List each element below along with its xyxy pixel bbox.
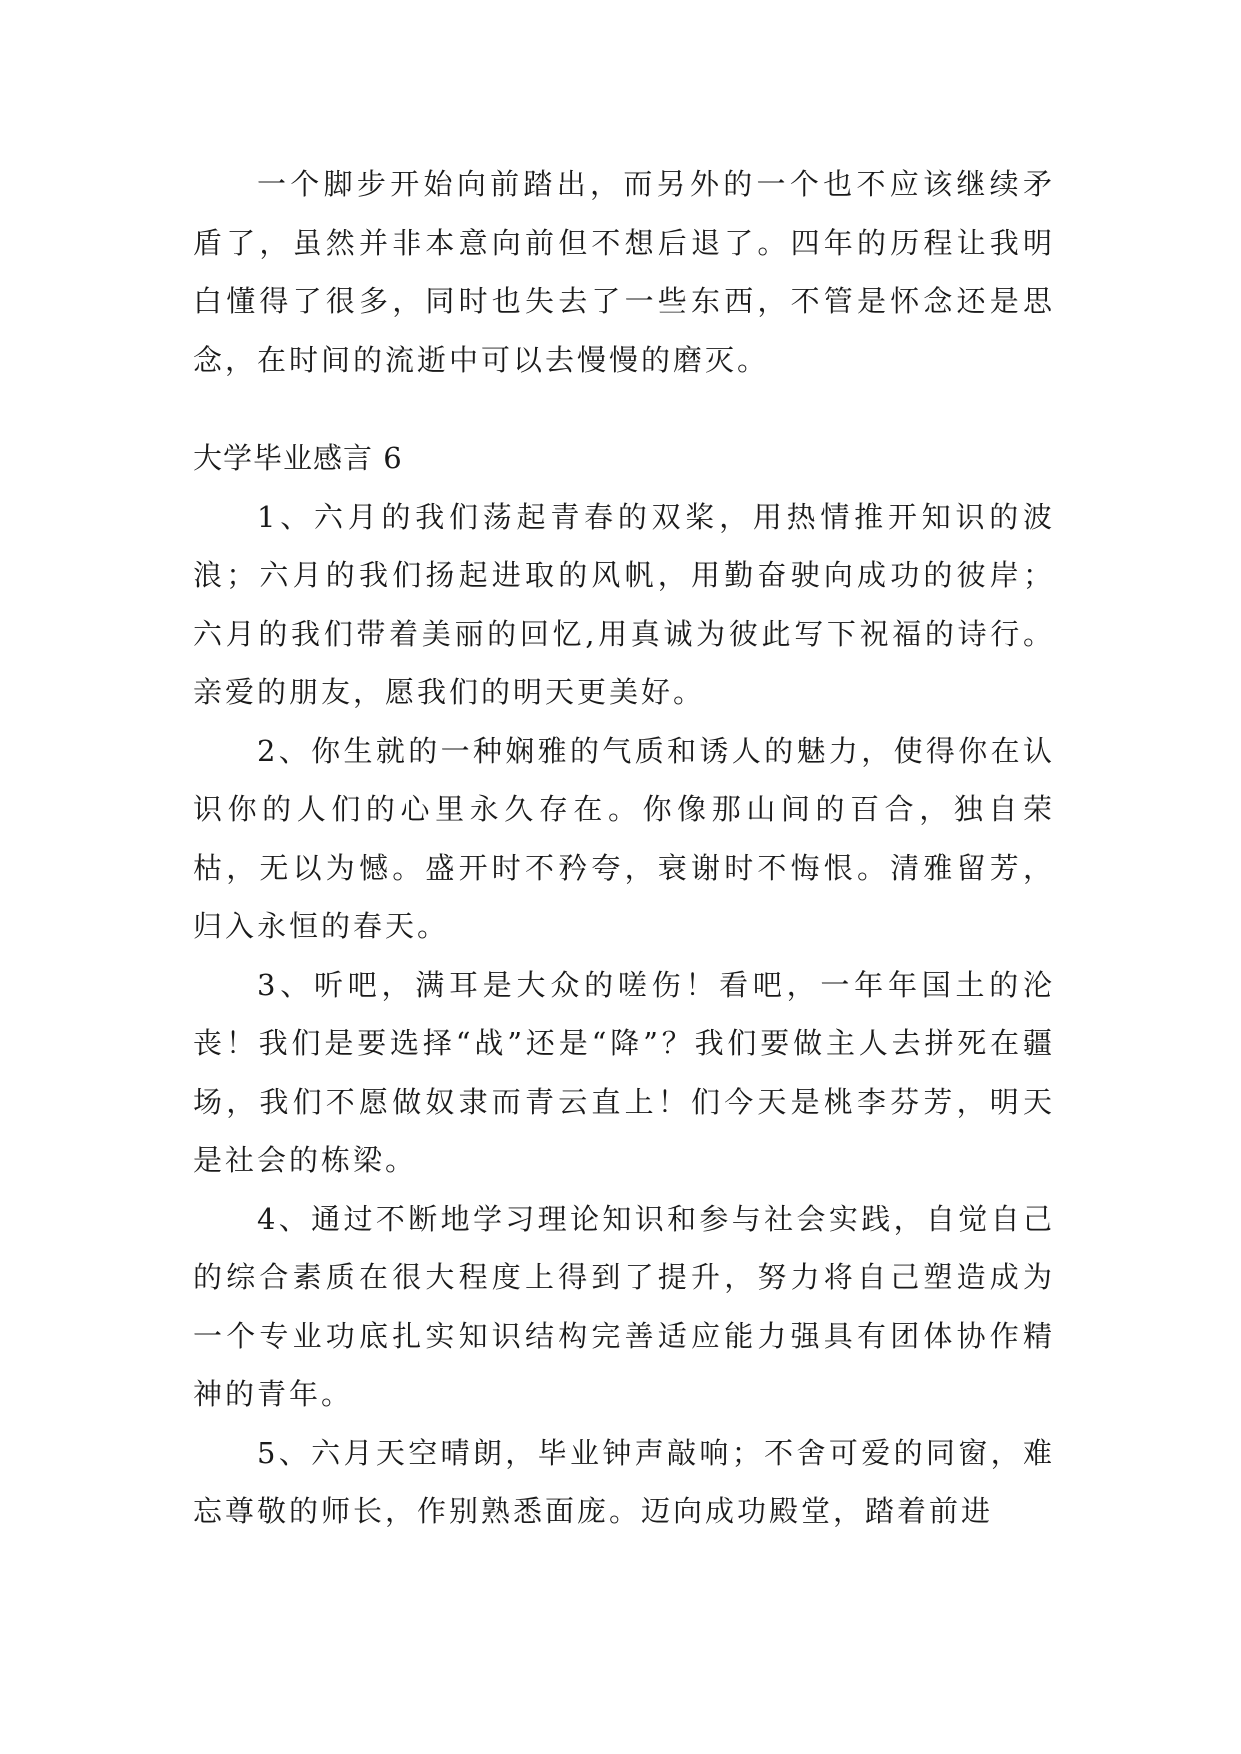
document-body bbox=[193, 155, 1055, 1541]
section-title: 大学毕业感言 6 bbox=[193, 441, 403, 475]
list-item: 5、六月天空晴朗，毕业钟声敲响；不舍可爱的同窗，难忘尊敬的师长，作别熟悉面庞。迈向成功殿堂，踏着前进 bbox=[193, 1435, 1055, 1528]
list-item: 3、听吧，满耳是大众的嗟伤！看吧，一年年国土的沦丧！我们是要选择“战”还是“降”？我们要做主人去拼死在疆场，我们不愿做奴隶而青云直上！们今天是桃李芬芳，明天是社会的栋梁。 bbox=[193, 967, 1055, 1177]
intro-paragraph: 一个脚步开始向前踏出，而另外的一个也不应该继续矛盾了，虽然并非本意向前但不想后退了。四年的历程让我明白懂得了很多，同时也失去了一些东西，不管是怀念还是思念，在时间的流逝中可以去慢慢的磨灭。 bbox=[193, 167, 1055, 377]
list-item: 4、通过不断地学习理论知识和参与社会实践，自觉自己的综合素质在很大程度上得到了提升，努力将自己塑造成为一个专业功底扎实知识结构完善适应能力强具有团体协作精神的青年。 bbox=[193, 1201, 1055, 1411]
list-item: 2、你生就的一种娴雅的气质和诱人的魅力，使得你在认识你的人们的心里永久存在。你像那山间的百合，独自荣枯，无以为憾。盛开时不矜夸，衰谢时不悔恨。清雅留芳，归入永恒的春天。 bbox=[193, 733, 1055, 943]
list-item: 1、六月的我们荡起青春的双桨，用热情推开知识的波浪；六月的我们扬起进取的风帆，用勤奋驶向成功的彼岸；六月的我们带着美丽的回忆,用真诚为彼此写下祝福的诗行。亲爱的朋友，愿我们的明天更美好。 bbox=[193, 499, 1055, 709]
